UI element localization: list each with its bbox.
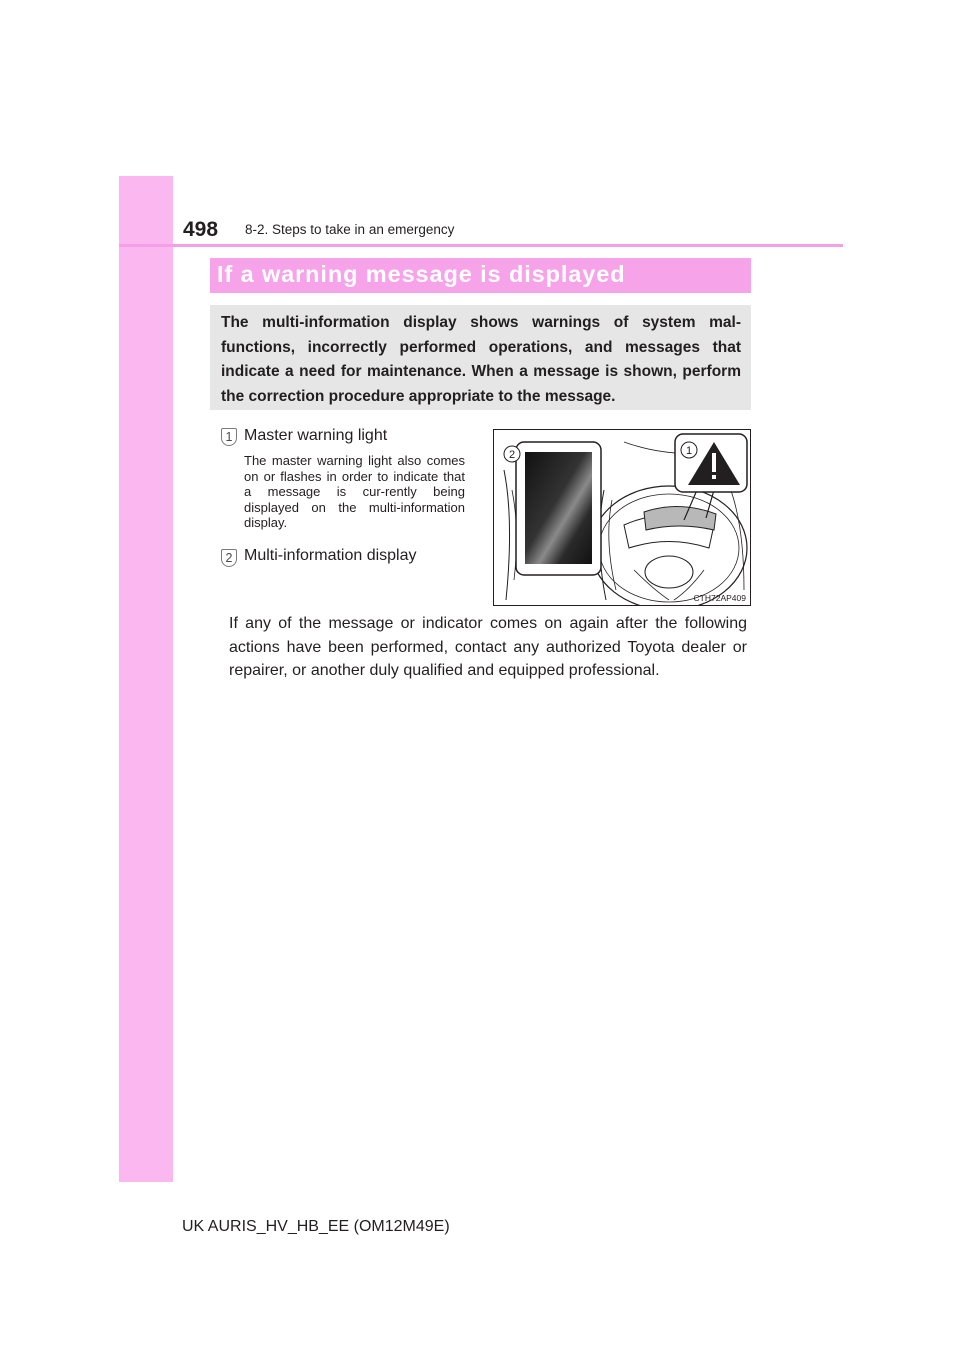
item-1-label: Master warning light	[244, 427, 388, 444]
item-2-label: Multi-information display	[244, 547, 417, 564]
dashboard-illustration	[493, 429, 751, 606]
item-1-description: The master warning light also comes on or flashes in order to indicate that a message is cur-rently being displayed on the multi-information display.	[244, 453, 465, 530]
heading-bar	[210, 258, 751, 293]
footer-model-code: UK AURIS_HV_HB_EE (OM12M49E)	[182, 1218, 450, 1235]
callout-2: 2	[508, 449, 516, 461]
item-1-number: 1	[221, 428, 237, 446]
item-2-number: 2	[221, 549, 237, 567]
callout-1: 1	[685, 445, 693, 457]
section-title: 8-2. Steps to take in an emergency	[245, 222, 455, 237]
page-heading: If a warning message is displayed	[217, 261, 626, 287]
header-divider	[119, 244, 843, 247]
sidebar-tab	[119, 176, 173, 1182]
intro-box	[210, 305, 751, 410]
dashboard-drawing	[494, 430, 751, 606]
body-paragraph: If any of the message or indicator comes on again after the following actions have been performed, contact any authorized Toyota dealer or repairer, or another duly qualified and equipped professional.	[229, 615, 747, 679]
figure-code: CTH72AP409	[693, 593, 746, 603]
page-number: 498	[183, 218, 219, 241]
intro-text: The multi-information display shows warnings of system mal-functions, incorrectly performed operations, and messages that indicate a need for maintenance. When a message is shown, perform the correction procedure appropriate to the message.	[221, 314, 741, 405]
